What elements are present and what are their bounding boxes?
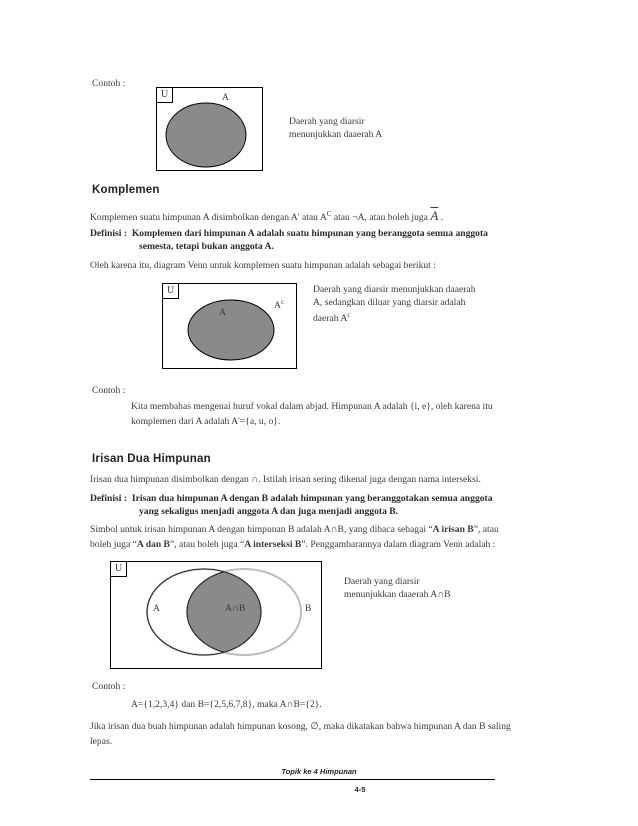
section-heading-komplemen: Komplemen <box>92 184 160 196</box>
complement-label: $A^c$ <box>274 298 285 312</box>
komplemen-definition-cont: semesta, tetapi bukan anggota A. <box>139 241 274 252</box>
example-label: Contoh : <box>92 681 126 692</box>
set-b-label: B <box>305 603 312 614</box>
komplemen-venn-intro: Oleh karena itu, diagram Venn untuk komplemen suatu himpunan adalah sebagai berikut : <box>90 260 436 271</box>
complement-symbol: $\overline{A}$ <box>430 208 439 224</box>
shaded-set-a <box>163 284 296 368</box>
set-a-label: A <box>219 307 226 318</box>
irisan-symbol-line1: Simbol untuk irisan himpunan A dengan himpunan B adalah A∩B, yang dibaca sebagai “A irisan B”, atau <box>90 524 499 535</box>
intersection-circles <box>111 562 321 668</box>
venn-diagram-a <box>156 87 263 171</box>
irisan-empty-set-line2: lepas. <box>90 736 113 747</box>
footer-rule <box>90 779 495 780</box>
shaded-set-a <box>157 88 262 170</box>
example-label: Contoh : <box>92 78 126 89</box>
universe-label: U <box>163 284 179 299</box>
example-label: Contoh : <box>92 385 126 396</box>
komplemen-definition: Definisi : Komplemen dari himpunan A adalah suatu himpunan yang beranggota semua anggota <box>90 228 488 239</box>
set-a-label: A <box>153 603 160 614</box>
section-heading-irisan: Irisan Dua Himpunan <box>92 453 211 465</box>
intersection-label: A∩B <box>225 603 246 614</box>
irisan-example: A={1,2,3,4} dan B={2,5,6,7,8}, maka A∩B={2}. <box>131 699 322 710</box>
irisan-empty-set-line1: Jika irisan dua buah himpunan adalah himpunan kosong, ∅, maka dikatakan bahwa himpunan A dan B saling <box>90 721 511 732</box>
irisan-intro: Irisan dua himpunan disimbolkan dengan ∩. Istilah irisan sering dikenal juga dengan nama interseksi. <box>90 474 481 485</box>
venn-diagram-complement <box>162 283 297 369</box>
page-number: 4-5 <box>354 785 366 794</box>
footer-title: Topik ke 4 Himpunan <box>281 767 357 776</box>
komplemen-example-line2: komplemen dari A adalah A'={a, u, o}. <box>131 416 281 427</box>
komplemen-intro: Komplemen suatu himpunan A disimbolkan dengan A' atau $A^C$ atau ¬A, atau boleh juga $\overline{A}$ . <box>90 208 444 224</box>
komplemen-example-line1: Kita membahas mengenai huruf vokal dalam abjad. Himpunan A adalah {i, e}, oleh karena itu <box>131 401 493 412</box>
irisan-definition: Definisi : Irisan dua himpunan A dengan B adalah himpunan yang beranggotakan semua anggota <box>90 493 493 504</box>
irisan-definition-cont: yang sekaligus menjadi anggota A dan juga menjadi anggota B. <box>139 506 399 517</box>
universe-label: U <box>111 562 127 577</box>
irisan-note: Daerah yang diarsir menunjukkan daaerah A∩B <box>344 576 451 600</box>
venn-diagram-intersection <box>110 561 322 669</box>
example1-note: Daerah yang diarsir menunjukkan daaerah A <box>289 116 383 140</box>
komplemen-note: Daerah yang diarsir menunjukkan daaerah A, sedangkan diluar yang diarsir adalah daerah $A^c$ <box>313 284 476 325</box>
irisan-symbol-line2: boleh juga “A dan B”, atau boleh juga “A interseksi B”. Penggambarannya dalam diagram Venn adalah : <box>90 539 496 550</box>
universe-label: U <box>157 88 173 103</box>
set-a-label: A <box>222 92 229 103</box>
